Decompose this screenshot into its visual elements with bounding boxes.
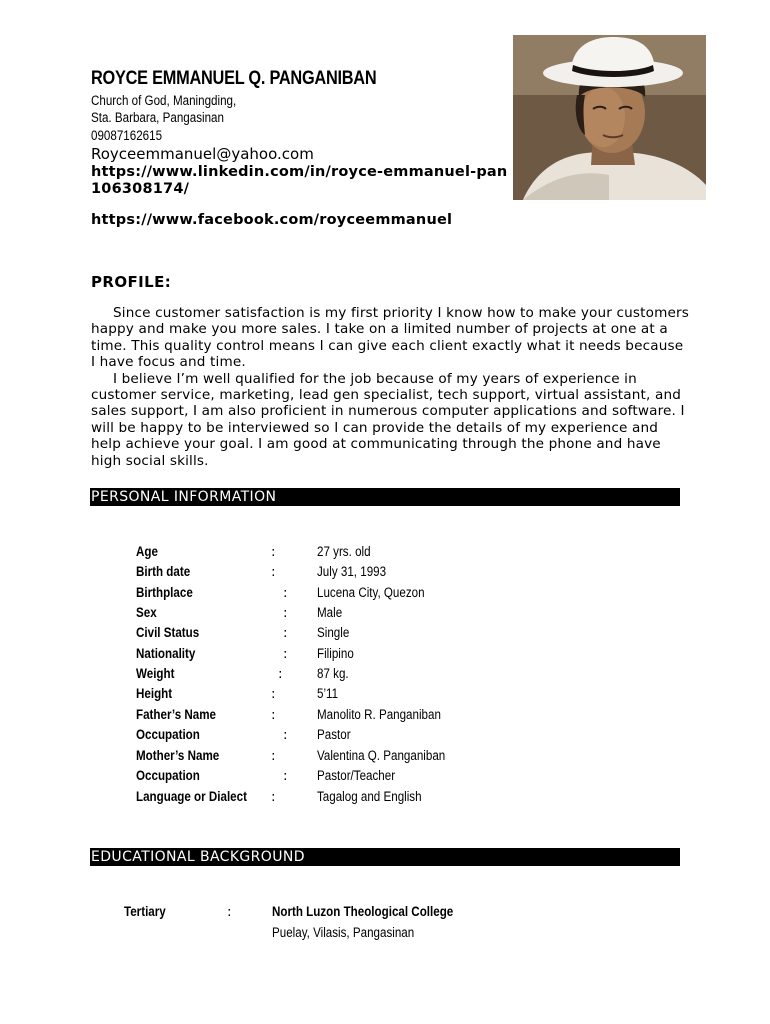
info-label-fathers-name: Father’s Name: [136, 707, 217, 722]
profile-photo: [513, 35, 706, 200]
email-address[interactable]: Royceemmanuel@yahoo.com: [91, 145, 314, 163]
linkedin-link-line-1[interactable]: https://www.linkedin.com/in/royce-emmanuel-pan: [91, 164, 508, 180]
info-value-fathers-name: Manolito R. Panganiban: [317, 707, 441, 722]
education-school-address: Puelay, Vilasis, Pangasinan: [272, 925, 415, 940]
info-colon: :: [271, 789, 276, 805]
linkedin-link-line-2[interactable]: 106308174/: [91, 181, 190, 197]
info-label-language: Language or Dialect: [136, 789, 247, 804]
info-colon: :: [271, 564, 276, 580]
education-colon: :: [227, 904, 232, 920]
info-colon: :: [283, 646, 288, 662]
education-level: Tertiary: [124, 904, 166, 919]
info-label-mothers-name: Mother’s Name: [136, 748, 220, 763]
info-label-civil-status: Civil Status: [136, 625, 200, 640]
info-colon: :: [283, 625, 288, 641]
info-label-age: Age: [136, 544, 158, 559]
info-value-birthplace: Lucena City, Quezon: [317, 585, 425, 600]
applicant-name: ROYCE EMMANUEL Q. PANGANIBAN: [91, 68, 377, 89]
info-colon: :: [271, 748, 276, 764]
profile-heading: PROFILE:: [91, 273, 172, 291]
profile-summary: [91, 305, 691, 469]
info-colon: :: [283, 585, 288, 601]
info-colon: :: [271, 707, 276, 723]
info-value-civil-status: Single: [317, 625, 350, 640]
info-colon: :: [283, 727, 288, 743]
info-label-mother-occupation: Occupation: [136, 768, 200, 783]
phone-number: 09087162615: [91, 128, 163, 143]
info-value-birth-date: July 31, 1993: [317, 564, 387, 579]
info-value-weight: 87 kg.: [317, 666, 349, 681]
facebook-link[interactable]: https://www.facebook.com/royceemmanuel: [91, 212, 453, 228]
info-label-birthplace: Birthplace: [136, 585, 193, 600]
address-line-2: Sta. Barbara, Pangasinan: [91, 110, 224, 125]
info-colon: :: [283, 768, 288, 784]
info-label-birth-date: Birth date: [136, 564, 191, 579]
info-value-mothers-name: Valentina Q. Panganiban: [317, 748, 446, 763]
info-value-language: Tagalog and English: [317, 789, 422, 804]
info-label-sex: Sex: [136, 605, 157, 620]
profile-paragraph-2: I believe I’m well qualified for the job because of my years of experience in customer service, marketing, lead gen specialist, tech support, virtual assistant, and sales support, I am also proficient in numerous computer applications and software. I will be happy to be interviewed so I can provide the details of my experience and help achieve your goal. I am good at communicating through the phone and have high social skills.: [91, 370, 685, 469]
personal-information-heading: PERSONAL INFORMATION: [90, 488, 680, 506]
info-value-height: 5’11: [317, 686, 339, 701]
info-value-nationality: Filipino: [317, 646, 354, 661]
portrait-illustration: [513, 35, 706, 200]
info-value-age: 27 yrs. old: [317, 544, 371, 559]
info-colon: :: [271, 544, 276, 560]
info-label-father-occupation: Occupation: [136, 727, 200, 742]
education-school-name: North Luzon Theological College: [272, 904, 454, 919]
profile-paragraph-1: Since customer satisfaction is my first priority I know how to make your customers happy and make you more sales. I take on a limited number of projects at one at a time. This quality control means I can give each client exactly what it needs because I have focus and time.: [91, 305, 689, 371]
info-value-sex: Male: [317, 605, 343, 620]
educational-background-heading: EDUCATIONAL BACKGROUND: [90, 848, 680, 866]
info-label-height: Height: [136, 686, 173, 701]
info-label-weight: Weight: [136, 666, 175, 681]
address-line-1: Church of God, Maningding,: [91, 93, 237, 108]
info-value-father-occupation: Pastor: [317, 727, 351, 742]
info-colon: :: [283, 605, 288, 621]
info-label-nationality: Nationality: [136, 646, 196, 661]
info-value-mother-occupation: Pastor/Teacher: [317, 768, 396, 783]
info-colon: :: [271, 686, 276, 702]
info-colon: :: [278, 666, 283, 682]
